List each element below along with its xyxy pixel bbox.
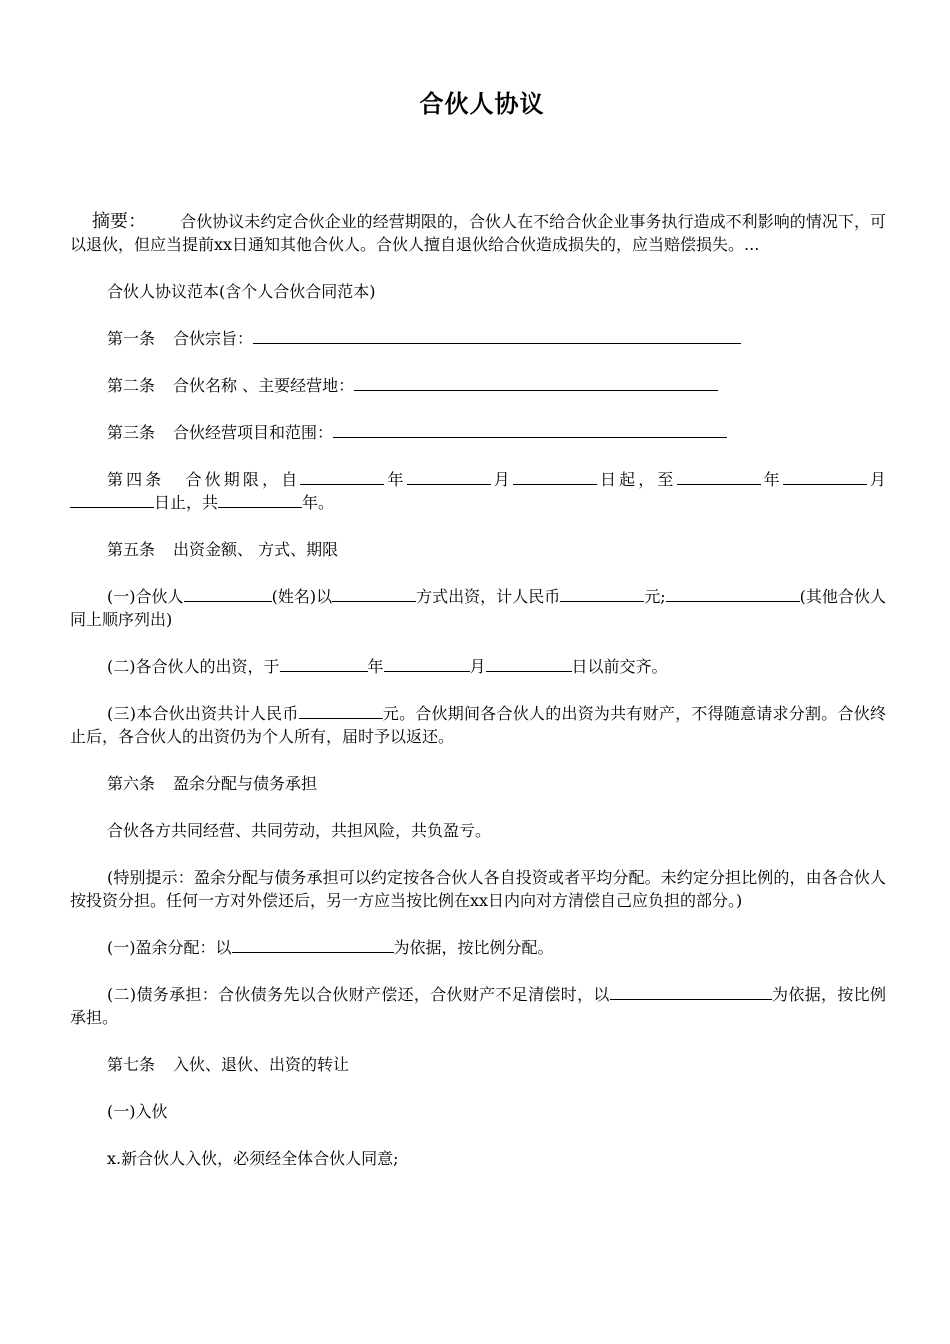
agreement-subtitle: 合伙人协议范本(含个人合伙合同范本)	[107, 282, 376, 301]
article-6-item-1	[70, 936, 886, 959]
blank-field[interactable]	[332, 586, 416, 602]
clause-text: 为依据，按比例分配。	[393, 938, 554, 957]
blank-field[interactable]	[354, 375, 718, 391]
clause-text: 元。合伙期间各合伙人的出资为共有财产，不得随意请求分割。合伙终止后，各合伙人的出资仍为个人所有，届时予以返还。	[70, 704, 886, 746]
abstract-label: 摘要：	[92, 211, 147, 232]
clause-text: 方式出资，计人民币	[416, 587, 561, 606]
abstract-text: 合伙协议未约定合伙企业的经营期限的，合伙人在不给合伙企业事务执行造成不利影响的情况下，可以退伙，但应当提前xx日通知其他合伙人。合伙人擅自退伙给合伙造成损失的，应当赔偿损失。...	[70, 212, 886, 254]
article-4-text: 年	[760, 470, 783, 489]
article-7	[70, 1053, 886, 1076]
blank-field[interactable]	[218, 492, 302, 508]
article-4-text: 月	[490, 470, 513, 489]
article-1-text: 合伙宗旨：	[173, 329, 254, 348]
blank-field[interactable]	[184, 586, 272, 602]
article-1	[70, 327, 886, 350]
blank-field[interactable]	[280, 656, 368, 672]
article-1-label: 第一条	[107, 329, 156, 348]
article-7-item-1: (一)入伙	[107, 1102, 168, 1121]
blank-field[interactable]	[333, 422, 727, 438]
article-4-text: 日起，至	[596, 470, 677, 489]
clause-text: (二)债务承担：合伙债务先以合伙财产偿还，合伙财产不足清偿时，以	[107, 985, 610, 1004]
article-4-text: 合伙期限，自	[182, 470, 301, 489]
article-6-item-2	[70, 983, 886, 1029]
clause-text: (一)合伙人	[107, 587, 184, 606]
blank-field[interactable]	[70, 492, 154, 508]
blank-field[interactable]	[610, 984, 772, 1000]
abstract-paragraph	[70, 210, 886, 256]
article-5-item-2	[70, 655, 886, 678]
article-5-item-1	[70, 585, 886, 631]
article-6-paragraph-1: 合伙各方共同经营、共同劳动，共担风险，共负盈亏。	[107, 821, 492, 840]
article-4	[70, 468, 886, 514]
blank-field[interactable]	[677, 469, 761, 485]
clause-text: 为依据，按比例承担。	[70, 985, 886, 1027]
article-3-text: 合伙经营项目和范围：	[173, 423, 334, 442]
article-2-text: 合伙名称 、主要经营地：	[173, 376, 355, 395]
blank-field[interactable]	[232, 937, 394, 953]
article-4-text: 月	[866, 470, 886, 489]
article-6	[70, 772, 886, 795]
article-7-label: 第七条	[107, 1055, 156, 1074]
article-5-text: 出资金额、 方式、期限	[173, 540, 339, 559]
article-6-note: (特别提示：盈余分配与债务承担可以约定按各合伙人各自投资或者平均分配。未约定分担比例的，由各合伙人按投资分担。任何一方对外偿还后，另一方应当按比例在xx日内向对方清偿自己应负担的部分。)	[70, 868, 886, 910]
clause-text: 年	[367, 657, 384, 676]
blank-field[interactable]	[407, 469, 491, 485]
article-2	[70, 374, 886, 397]
blank-field[interactable]	[513, 469, 597, 485]
article-5-label: 第五条	[107, 540, 156, 559]
blank-field[interactable]	[666, 586, 800, 602]
blank-field[interactable]	[384, 656, 470, 672]
article-4-text: 年	[384, 470, 407, 489]
article-5-item-3	[70, 702, 886, 748]
article-4-label: 第四条	[107, 470, 165, 489]
blank-field[interactable]	[486, 656, 572, 672]
clause-text: 日以前交齐。	[571, 657, 668, 676]
clause-text: 月	[469, 657, 486, 676]
article-5	[70, 538, 886, 561]
blank-field[interactable]	[300, 469, 384, 485]
blank-field[interactable]	[299, 703, 383, 719]
article-3-label: 第三条	[107, 423, 156, 442]
clause-text: (其他合伙人同上顺序列出)	[70, 587, 886, 629]
clause-text: (三)本合伙出资共计人民币	[107, 704, 299, 723]
clause-text: (一)盈余分配：以	[107, 938, 232, 957]
article-7-item-1-x: x.新合伙人入伙，必须经全体合伙人同意;	[107, 1149, 399, 1168]
article-4-text: 日止，共	[154, 493, 219, 512]
document-body	[70, 210, 886, 1194]
article-2-label: 第二条	[107, 376, 156, 395]
article-3	[70, 421, 886, 444]
article-7-text: 入伙、退伙、出资的转让	[173, 1055, 350, 1074]
blank-field[interactable]	[783, 469, 867, 485]
clause-text: (姓名)以	[271, 587, 333, 606]
blank-field[interactable]	[560, 586, 644, 602]
clause-text: 元;	[644, 587, 666, 606]
blank-field[interactable]	[253, 328, 741, 344]
article-6-text: 盈余分配与债务承担	[173, 774, 318, 793]
clause-text: (二)各合伙人的出资，于	[107, 657, 280, 676]
article-6-label: 第六条	[107, 774, 156, 793]
document-title: 合伙人协议	[419, 90, 545, 118]
article-4-text: 年。	[302, 493, 335, 512]
